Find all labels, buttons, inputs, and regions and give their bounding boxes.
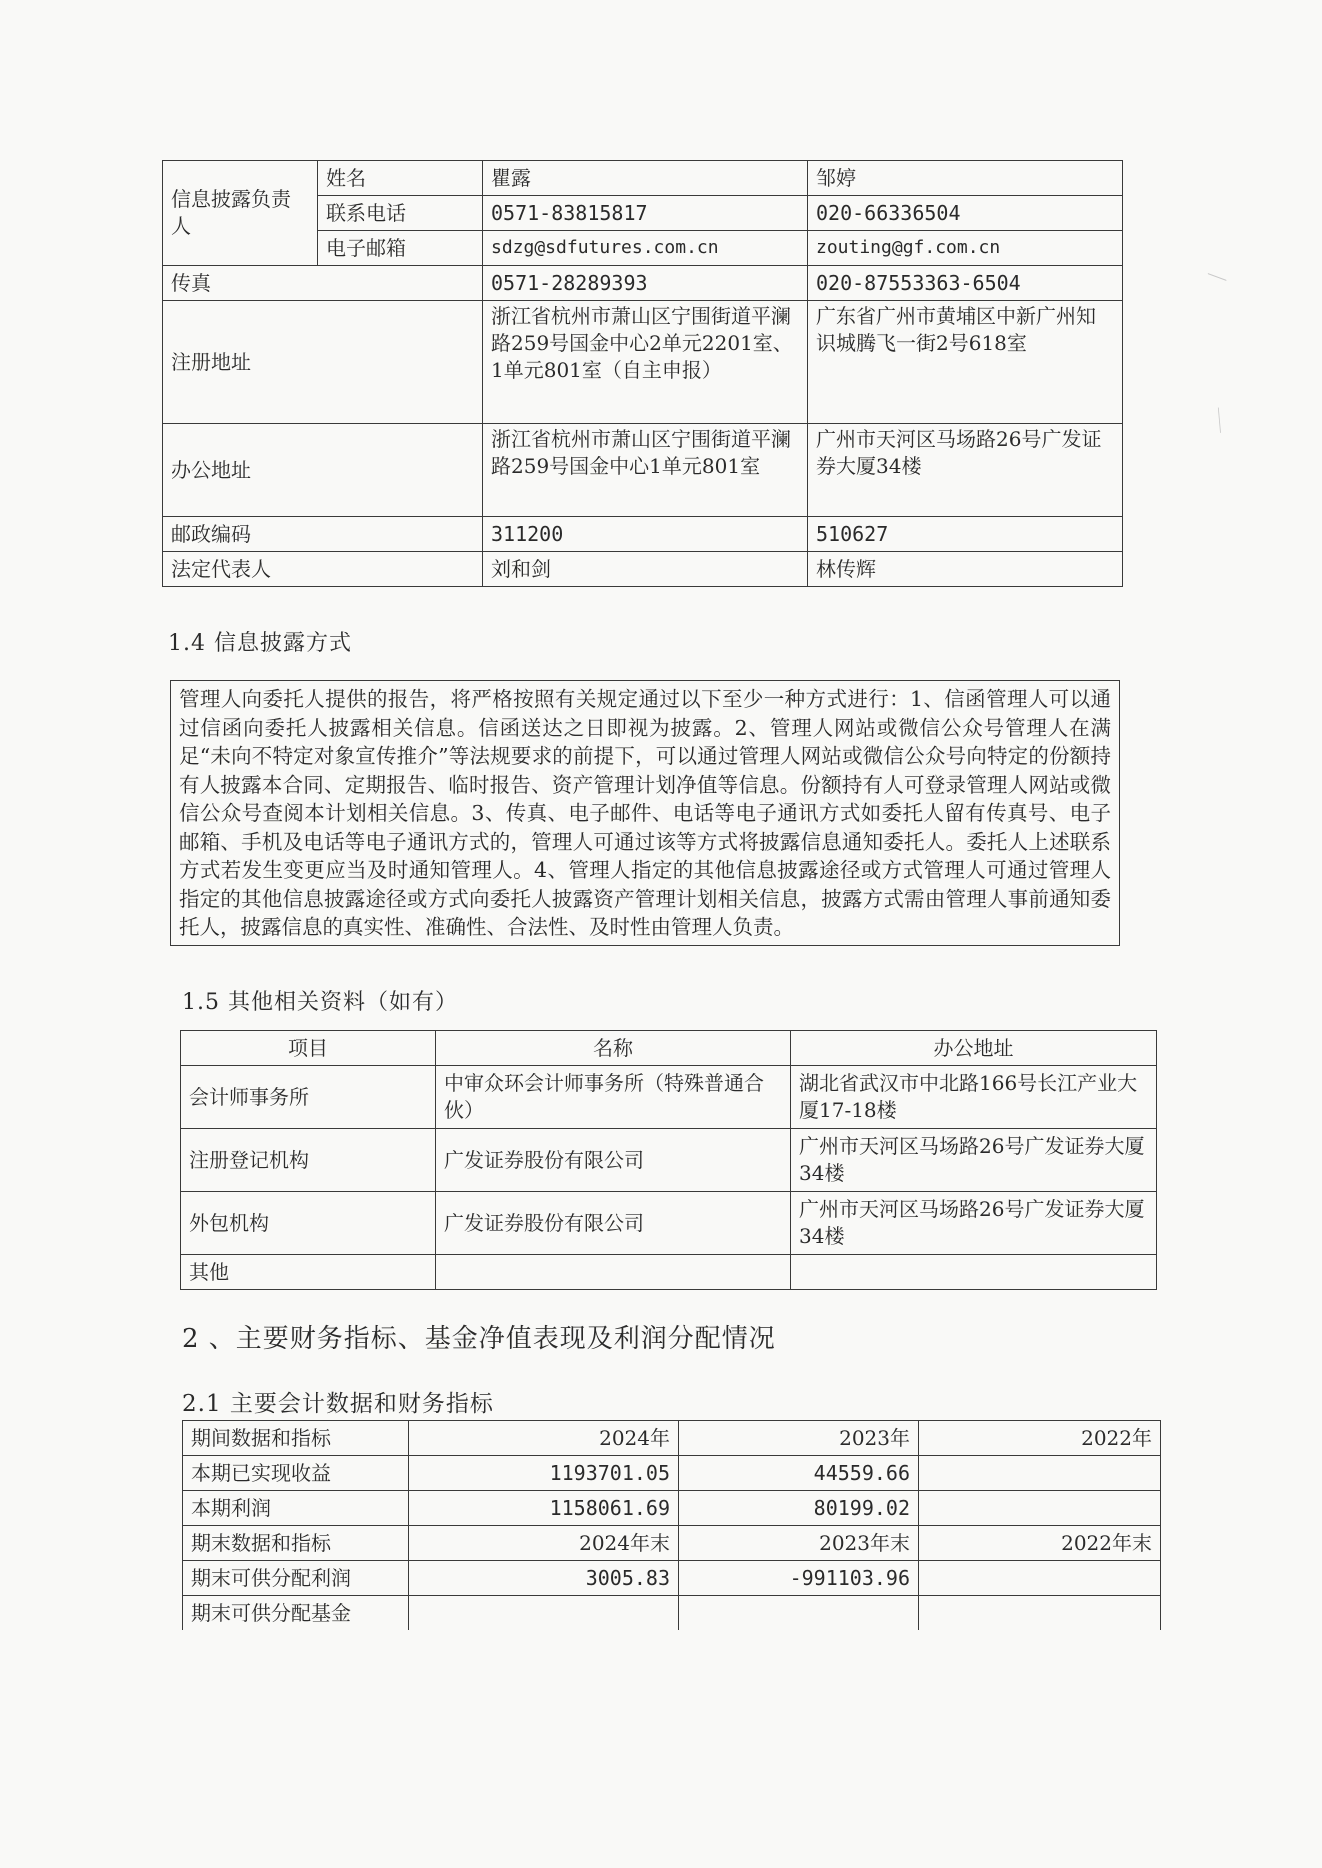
row-label: 传真 (163, 266, 483, 301)
table-row (183, 1421, 1161, 1456)
column-header: 项目 (181, 1031, 436, 1066)
table-cell (436, 1255, 791, 1290)
custodian-value: 020-87553363-6504 (808, 266, 1123, 301)
row-label: 邮政编码 (163, 517, 483, 552)
column-header: 名称 (436, 1031, 791, 1066)
table-cell: 期末可供分配基金 (183, 1596, 409, 1631)
table-row (163, 266, 1123, 301)
table-cell: 会计师事务所 (181, 1066, 436, 1129)
custodian-value: 广州市天河区马场路26号广发证券大厦34楼 (808, 424, 1123, 517)
row-label: 办公地址 (163, 424, 483, 517)
table-cell (791, 1255, 1157, 1290)
contact-table (162, 160, 1123, 587)
table-cell: 广州市天河区马场路26号广发证券大厦34楼 (791, 1192, 1157, 1255)
table-row (183, 1561, 1161, 1596)
row-label: 电子邮箱 (318, 231, 483, 266)
table-cell: 本期利润 (183, 1491, 409, 1526)
table-row (163, 161, 1123, 196)
table-row (163, 424, 1123, 517)
column-header: 办公地址 (791, 1031, 1157, 1066)
custodian-value: 邹婷 (808, 161, 1123, 196)
row-label: 注册地址 (163, 301, 483, 424)
manager-value: 311200 (483, 517, 808, 552)
table-cell: 广发证券股份有限公司 (436, 1192, 791, 1255)
table-row (183, 1526, 1161, 1561)
table-cell: 2024年末 (409, 1526, 679, 1561)
table-cell: 3005.83 (409, 1561, 679, 1596)
table-cell: 湖北省武汉市中北路166号长江产业大厦17-18楼 (791, 1066, 1157, 1129)
section-heading: 2 、主要财务指标、基金净值表现及利润分配情况 (182, 1324, 776, 1354)
table-cell: 中审众环会计师事务所（特殊普通合伙） (436, 1066, 791, 1129)
row-label: 姓名 (318, 161, 483, 196)
table-row (183, 1596, 1161, 1631)
table-cell: 期末数据和指标 (183, 1526, 409, 1561)
table-cell: 广发证券股份有限公司 (436, 1129, 791, 1192)
margin-stamp-mark: ＼ (1203, 405, 1235, 437)
row-label: 联系电话 (318, 196, 483, 231)
table-row (181, 1129, 1157, 1192)
table-cell: 1158061.69 (409, 1491, 679, 1526)
manager-value: 浙江省杭州市萧山区宁围街道平澜路259号国金中心1单元801室 (483, 424, 808, 517)
table-header-row (181, 1031, 1157, 1066)
table-cell: 本期已实现收益 (183, 1456, 409, 1491)
manager-value: 0571-83815817 (483, 196, 808, 231)
custodian-value: 广东省广州市黄埔区中新广州知识城腾飞一街2号618室 (808, 301, 1123, 424)
table-cell: 注册登记机构 (181, 1129, 436, 1192)
table-cell: 2022年末 (919, 1526, 1161, 1561)
table-row (181, 1066, 1157, 1129)
table-cell: 1193701.05 (409, 1456, 679, 1491)
custodian-value: zouting@gf.com.cn (808, 231, 1123, 266)
table-cell: 80199.02 (679, 1491, 919, 1526)
table-cell: 2022年 (919, 1421, 1161, 1456)
table-row (163, 517, 1123, 552)
related-info-table (180, 1030, 1157, 1290)
table-cell: 期末可供分配利润 (183, 1561, 409, 1596)
manager-value: 0571-28289393 (483, 266, 808, 301)
table-cell: 其他 (181, 1255, 436, 1290)
table-cell: 44559.66 (679, 1456, 919, 1491)
table-cell (919, 1456, 1161, 1491)
table-cell (679, 1596, 919, 1631)
table-row (163, 301, 1123, 424)
table-row (181, 1255, 1157, 1290)
manager-value: 浙江省杭州市萧山区宁围街道平澜路259号国金中心2单元2201室、1单元801室（自主申报） (483, 301, 808, 424)
table-cell: 外包机构 (181, 1192, 436, 1255)
financial-indicators-table (182, 1420, 1161, 1630)
custodian-value: 林传辉 (808, 552, 1123, 587)
section-heading: 1.4 信息披露方式 (168, 631, 352, 656)
row-label: 法定代表人 (163, 552, 483, 587)
table-row (181, 1192, 1157, 1255)
custodian-value: 510627 (808, 517, 1123, 552)
table-row (163, 552, 1123, 587)
table-cell (919, 1491, 1161, 1526)
table-cell (919, 1561, 1161, 1596)
section-heading: 1.5 其他相关资料（如有） (182, 990, 458, 1015)
table-cell (409, 1596, 679, 1631)
table-cell (919, 1596, 1161, 1631)
table-cell: -991103.96 (679, 1561, 919, 1596)
section-heading: 2.1 主要会计数据和财务指标 (182, 1391, 494, 1417)
custodian-value: 020-66336504 (808, 196, 1123, 231)
disclosure-method-text: 管理人向委托人提供的报告，将严格按照有关规定通过以下至少一种方式进行：1、信函管理人可以通过信函向委托人披露相关信息。信函送达之日即视为披露。2、管理人网站或微信公众号管理人在满足“未向不特定对象宣传推介”等法规要求的前提下，可以通过管理人网站或微信公众号向特定的份额持有人披露本合同、定期报告、临时报告、资产管理计划净值等信息。份额持有人可登录管理人网站或微信公众号查阅本计划相关信息。3、传真、电子邮件、电话等电子通讯方式如委托人留有传真号、电子邮箱、手机及电话等电子通讯方式的，管理人可通过该等方式将披露信息通知委托人。委托人上述联系方式若发生变更应当及时通知管理人。4、管理人指定的其他信息披露途径或方式管理人可通过管理人指定的其他信息披露途径或方式向委托人披露资产管理计划相关信息，披露方式需由管理人事前通知委托人，披露信息的真实性、准确性、合法性、及时性由管理人负责。 (170, 680, 1120, 946)
table-row (183, 1491, 1161, 1526)
table-cell: 期间数据和指标 (183, 1421, 409, 1456)
manager-value: sdzg@sdfutures.com.cn (483, 231, 808, 266)
manager-value: 瞿露 (483, 161, 808, 196)
margin-stamp-mark: ⟋ (1203, 266, 1231, 288)
table-cell: 2024年 (409, 1421, 679, 1456)
table-cell: 2023年末 (679, 1526, 919, 1561)
table-cell: 广州市天河区马场路26号广发证券大厦34楼 (791, 1129, 1157, 1192)
manager-value: 刘和剑 (483, 552, 808, 587)
responsible-person-label: 信息披露负责人 (163, 161, 318, 266)
table-cell: 2023年 (679, 1421, 919, 1456)
table-row (183, 1456, 1161, 1491)
